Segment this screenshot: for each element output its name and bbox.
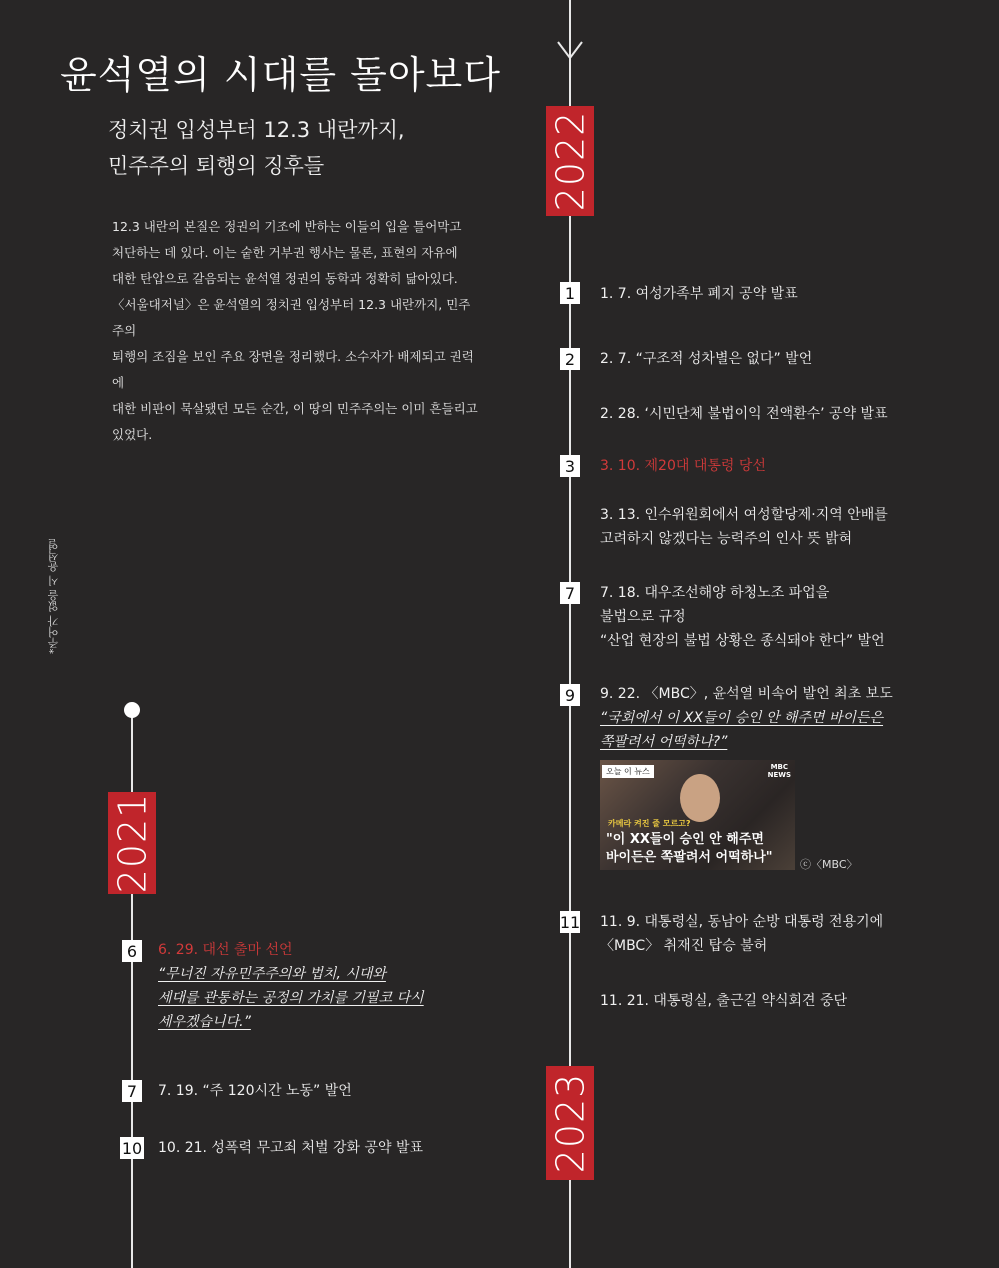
news-photo xyxy=(600,760,795,870)
timeline-event xyxy=(158,938,424,1034)
event-text: 고려하지 않겠다는 능력주의 인사 뜻 밝혀 xyxy=(600,531,853,547)
timeline-event xyxy=(600,989,847,1013)
month-marker: 2 xyxy=(560,348,580,370)
intro-line: 대한 탄압으로 갈음되는 윤석열 정권의 동학과 정확히 닮아있다. xyxy=(112,271,458,286)
photo-caption: 바이든은 쪽팔려서 어떡하나" xyxy=(606,850,773,865)
timeline-event xyxy=(600,282,798,306)
intro-line: 퇴행의 조짐을 보인 주요 장면을 정리했다. 소수자가 배제되고 권력에 xyxy=(112,349,474,390)
event-text: 2. 7. “구조적 성차별은 없다” 발언 xyxy=(600,351,813,367)
page-subtitle xyxy=(108,112,405,184)
timeline-event xyxy=(600,347,812,371)
photo-badge: 오늘 이 뉴스 xyxy=(602,765,654,778)
timeline-event xyxy=(158,1136,423,1160)
intro-line: 있었다. xyxy=(112,427,153,442)
event-text: 10. 21. 성폭력 무고죄 처벌 강화 공약 발표 xyxy=(158,1140,424,1156)
event-text: 1. 7. 여성가족부 폐지 공약 발표 xyxy=(600,286,798,302)
event-text: “산업 현장의 불법 상황은 종식돼야 한다” 발언 xyxy=(600,633,885,649)
event-text: 3. 13. 인수위원회에서 여성할당제·지역 안배를 xyxy=(600,507,888,523)
page-title: 윤석열의 시대를 돌아보다 xyxy=(60,53,501,97)
event-text: 11. 21. 대통령실, 출근길 약식회견 중단 xyxy=(600,993,848,1009)
event-text: 〈MBC〉 취재진 탑승 불허 xyxy=(600,938,768,954)
side-note: *주어가 없을 시 윤석열 xyxy=(47,539,60,654)
event-text: 6. 29. 대선 출마 선언 xyxy=(158,942,293,958)
person-silhouette xyxy=(680,774,720,822)
arrow-down-icon xyxy=(556,38,584,62)
event-quote: “무너진 자유민주주의와 법치, 시대와 xyxy=(158,966,386,982)
month-marker: 3 xyxy=(560,455,580,477)
photo-small-caption: 카메라 켜진 줄 모르고? xyxy=(608,819,691,828)
intro-line: 12.3 내란의 본질은 정권의 기조에 반하는 이들의 입을 틀어막고 xyxy=(112,219,462,234)
year-label-2021: 2021 xyxy=(110,792,154,894)
mbc-news-logo: MBC NEWS xyxy=(767,763,791,779)
event-text: 3. 10. 제20대 대통령 당선 xyxy=(600,458,766,474)
event-text: 불법으로 규정 xyxy=(600,609,686,625)
timeline-event xyxy=(600,910,883,958)
photo-credit: ⓒ〈MBC〉 xyxy=(800,858,858,871)
subtitle-line: 민주주의 퇴행의 징후들 xyxy=(108,154,325,178)
month-marker: 1 xyxy=(560,282,580,304)
month-marker: 11 xyxy=(559,912,581,932)
event-text: 7. 19. “주 120시간 노동” 발언 xyxy=(158,1083,352,1099)
event-text: 9. 22. 〈MBC〉, 윤석열 비속어 발언 최초 보도 xyxy=(600,686,893,702)
month-marker: 7 xyxy=(560,582,580,604)
event-quote: “국회에서 이 XX들이 승인 안 해주면 바이든은 xyxy=(600,710,884,726)
year-label-2022: 2022 xyxy=(546,106,594,216)
month-marker: 10 xyxy=(121,1138,143,1158)
timeline-event xyxy=(158,1079,352,1103)
timeline-event xyxy=(600,581,885,653)
month-marker: 9 xyxy=(560,684,580,706)
event-text: 11. 9. 대통령실, 동남아 순방 대통령 전용기에 xyxy=(600,914,884,930)
timeline-event xyxy=(600,402,888,426)
intro-line: 처단하는 데 있다. 이는 숱한 거부권 행사는 물론, 표현의 자유에 xyxy=(112,245,458,260)
subtitle-line: 정치권 입성부터 12.3 내란까지, xyxy=(108,118,405,142)
month-marker: 7 xyxy=(122,1080,142,1102)
event-text: 7. 18. 대우조선해양 하청노조 파업을 xyxy=(600,585,830,601)
year-label-2023: 2023 xyxy=(546,1066,594,1180)
timeline-event-highlight xyxy=(600,454,766,478)
month-marker: 6 xyxy=(122,940,142,962)
event-text: 2. 28. ‘시민단체 불법이익 전액환수’ 공약 발표 xyxy=(600,406,888,422)
intro-paragraph xyxy=(112,214,482,448)
timeline-event xyxy=(600,682,893,754)
event-quote: 세대를 관통하는 공정의 가치를 기필코 다시 xyxy=(158,990,424,1006)
event-quote: 쪽팔려서 어떡하나?” xyxy=(600,734,728,750)
timeline-event xyxy=(600,503,888,551)
timeline-start-dot xyxy=(124,702,140,718)
intro-line: 〈서울대저널〉은 윤석열의 정치권 입성부터 12.3 내란까지, 민주주의 xyxy=(112,297,471,338)
photo-caption: "이 XX들이 승인 안 해주면 xyxy=(606,832,764,847)
intro-line: 대한 비판이 묵살됐던 모든 순간, 이 땅의 민주주의는 이미 흔들리고 xyxy=(112,401,478,416)
event-quote: 세우겠습니다.” xyxy=(158,1014,251,1030)
